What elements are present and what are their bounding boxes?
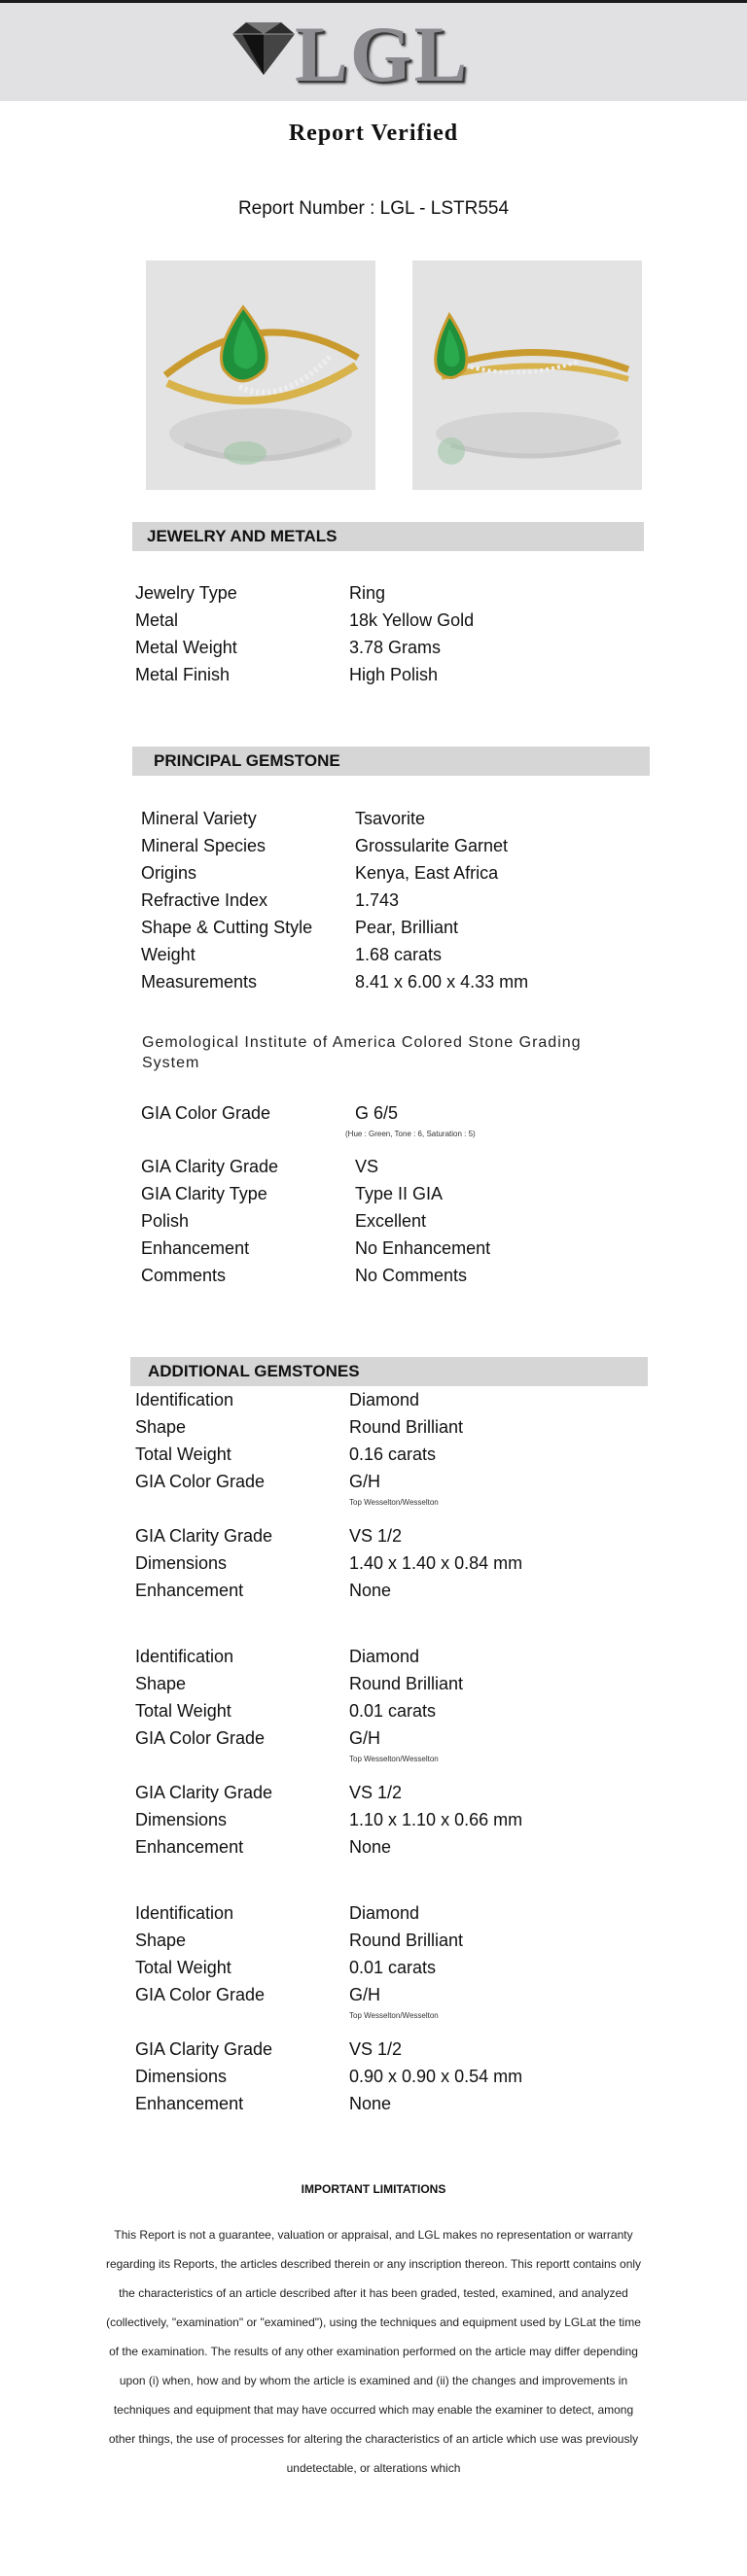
row-label: Enhancement bbox=[135, 1837, 244, 1857]
row-label: Jewelry Type bbox=[135, 583, 237, 603]
section-jewelry-heading: JEWELRY AND METALS bbox=[132, 522, 644, 551]
row-label: Shape bbox=[135, 1417, 187, 1437]
row-label: Measurements bbox=[141, 972, 258, 992]
row-label: Dimensions bbox=[135, 1553, 228, 1573]
row-value: Diamond bbox=[349, 1390, 420, 1410]
report-number: Report Number : LGL - LSTR554 bbox=[237, 198, 510, 219]
row-label: GIA Color Grade bbox=[135, 1728, 266, 1748]
row-value: No Enhancement bbox=[355, 1238, 491, 1258]
color-grade-note: Top Wesselton/Wesselton bbox=[349, 1498, 439, 1507]
row-value: Diamond bbox=[349, 1903, 420, 1923]
row-label: Shape & Cutting Style bbox=[141, 918, 313, 937]
row-label: Identification bbox=[135, 1903, 234, 1923]
row-value: 1.40 x 1.40 x 0.84 mm bbox=[349, 1553, 523, 1573]
row-value: Round Brilliant bbox=[349, 1674, 464, 1693]
row-label: GIA Clarity Type bbox=[141, 1184, 267, 1203]
row-value: G/H bbox=[349, 1728, 381, 1748]
row-label: Origins bbox=[141, 863, 197, 883]
row-label: Enhancement bbox=[141, 1238, 250, 1258]
limitations-heading: IMPORTANT LIMITATIONS bbox=[301, 2182, 446, 2196]
row-value: None bbox=[349, 1581, 392, 1600]
ring-photo-side bbox=[412, 261, 642, 490]
row-value: 0.01 carats bbox=[349, 1701, 437, 1721]
color-grade-label: GIA Color Grade bbox=[141, 1103, 271, 1123]
row-label: Mineral Variety bbox=[141, 809, 257, 828]
row-value: Type II GIA bbox=[355, 1184, 444, 1203]
ring-photo-front bbox=[146, 261, 375, 490]
row-value: Grossularite Garnet bbox=[355, 836, 509, 855]
row-label: Total Weight bbox=[135, 1701, 231, 1721]
row-value: High Polish bbox=[349, 665, 439, 684]
page-title: Report Verified bbox=[288, 121, 459, 146]
row-label: Identification bbox=[135, 1390, 234, 1410]
row-label: Enhancement bbox=[135, 2094, 244, 2113]
row-label: Refractive Index bbox=[141, 890, 268, 910]
color-grade-note: (Hue : Green, Tone : 6, Saturation : 5) bbox=[345, 1130, 476, 1138]
row-value: None bbox=[349, 2094, 392, 2113]
section-principal-heading: PRINCIPAL GEMSTONE bbox=[132, 747, 650, 776]
row-value: G/H bbox=[349, 1985, 381, 2004]
row-label: Total Weight bbox=[135, 1958, 231, 1977]
row-label: Dimensions bbox=[135, 2067, 228, 2086]
row-value: Round Brilliant bbox=[349, 1931, 464, 1950]
gia-grading-heading: Gemological Institute of America Colored Stone Grading System bbox=[142, 1034, 582, 1071]
row-value: 18k Yellow Gold bbox=[349, 610, 475, 630]
row-label: Dimensions bbox=[135, 1810, 228, 1829]
row-value: 1.10 x 1.10 x 0.66 mm bbox=[349, 1810, 523, 1829]
row-value: VS bbox=[355, 1157, 379, 1176]
row-value: 3.78 Grams bbox=[349, 638, 442, 657]
diamond-logo-icon bbox=[229, 20, 299, 79]
row-value: Diamond bbox=[349, 1647, 420, 1666]
lgl-logo[interactable] bbox=[229, 10, 481, 98]
row-label: Polish bbox=[141, 1211, 190, 1231]
row-label: Total Weight bbox=[135, 1445, 231, 1464]
row-value: 0.90 x 0.90 x 0.54 mm bbox=[349, 2067, 523, 2086]
row-label: GIA Clarity Grade bbox=[135, 1526, 273, 1546]
row-value: None bbox=[349, 1837, 392, 1857]
row-label: GIA Clarity Grade bbox=[141, 1157, 279, 1176]
row-value: Pear, Brilliant bbox=[355, 918, 459, 937]
row-label: Weight bbox=[141, 945, 196, 964]
row-label: Metal bbox=[135, 610, 179, 630]
row-label: GIA Clarity Grade bbox=[135, 2039, 273, 2059]
row-value: 8.41 x 6.00 x 4.33 mm bbox=[355, 972, 529, 992]
row-label: GIA Color Grade bbox=[135, 1985, 266, 2004]
limitations-text: This Report is not a guarantee, valuation or appraisal, and LGL makes no representation or warranty regarding its Reports, the articles described therein or any inscription thereon. This reportt contains only the characteristics of an article described after it has been graded, tested, examined, and analyzed (collectively, "examination" or "examined"), using the techniques and equipment used by LGLat the time of the examination. The results of any other examination performed on the article may differ depending upon (i) when, how and by whom the article is examined and (ii) the changes and improvements in techniques and equipment that may have occurred which may enable the examiner to detect, among other things, the use of processes for altering the characteristics of an article which use was previously undetectable, or alterations which bbox=[105, 2228, 642, 2475]
row-value: VS 1/2 bbox=[349, 1783, 403, 1802]
section-additional-heading: ADDITIONAL GEMSTONES bbox=[130, 1357, 648, 1386]
row-label: Shape bbox=[135, 1931, 187, 1950]
row-label: Shape bbox=[135, 1674, 187, 1693]
header-bar bbox=[0, 0, 747, 101]
logo-text: LGL bbox=[295, 10, 470, 98]
color-grade-note: Top Wesselton/Wesselton bbox=[349, 2011, 439, 2020]
row-label: GIA Color Grade bbox=[135, 1472, 266, 1491]
row-value: Excellent bbox=[355, 1211, 427, 1231]
color-grade-value: G 6/5 bbox=[355, 1103, 399, 1123]
row-label: Mineral Species bbox=[141, 836, 267, 855]
row-value: Kenya, East Africa bbox=[355, 863, 499, 883]
row-label: Metal Weight bbox=[135, 638, 237, 657]
row-value: No Comments bbox=[355, 1266, 468, 1285]
row-value: 0.16 carats bbox=[349, 1445, 437, 1464]
row-value: 1.68 carats bbox=[355, 945, 443, 964]
row-value: Ring bbox=[349, 583, 386, 603]
row-value: 1.743 bbox=[355, 890, 400, 910]
row-label: Enhancement bbox=[135, 1581, 244, 1600]
row-value: Round Brilliant bbox=[349, 1417, 464, 1437]
color-grade-note: Top Wesselton/Wesselton bbox=[349, 1755, 439, 1763]
row-value: VS 1/2 bbox=[349, 1526, 403, 1546]
row-value: 0.01 carats bbox=[349, 1958, 437, 1977]
row-value: Tsavorite bbox=[355, 809, 426, 828]
row-label: Metal Finish bbox=[135, 665, 231, 684]
row-value: VS 1/2 bbox=[349, 2039, 403, 2059]
row-label: GIA Clarity Grade bbox=[135, 1783, 273, 1802]
row-label: Comments bbox=[141, 1266, 227, 1285]
row-value: G/H bbox=[349, 1472, 381, 1491]
row-label: Identification bbox=[135, 1647, 234, 1666]
